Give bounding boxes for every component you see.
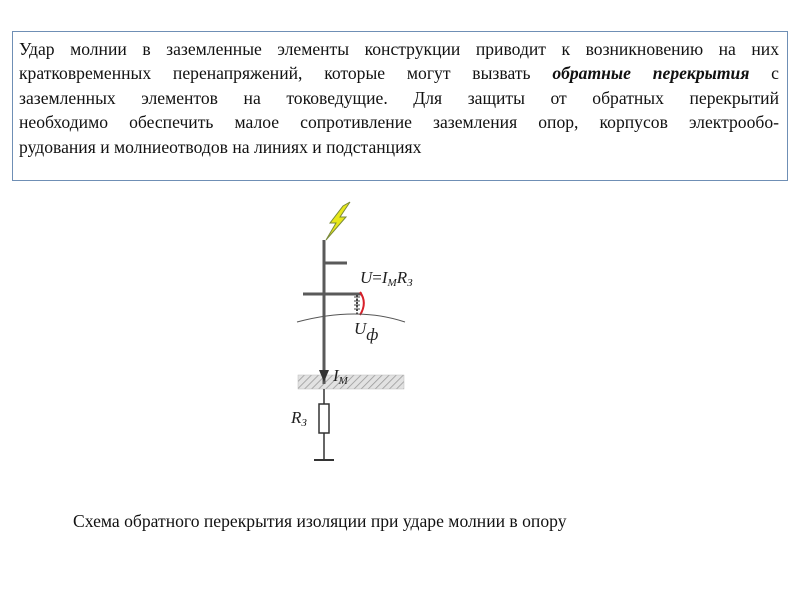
- phase-voltage-label: Uф: [354, 319, 379, 344]
- figure-caption: Схема обратного перекрытия изоляции при ударе молнии в опору: [73, 511, 567, 531]
- current-label: IМ: [333, 366, 348, 387]
- paragraph-line-3: заземленных элементов на токоведущие. Для защиты от обратных перекрытий: [19, 87, 779, 108]
- resistance-label: RЗ: [291, 408, 307, 429]
- voltage-formula: U=IМRЗ: [360, 268, 413, 289]
- paragraph-line-4: необходимо обеспечить малое сопротивление заземления опор, корпусов электрообо-: [19, 112, 779, 133]
- ground-surface: [298, 375, 404, 389]
- reverse-flashover-term: обратные перекрытия: [552, 63, 750, 84]
- paragraph-line-1: Удар молнии в заземленные элементы конструкции приводит к возникновению на них: [19, 39, 779, 59]
- paragraph-line-2-start: кратковременных перенапряжений, которые могут вызвать: [19, 63, 553, 84]
- lightning-bolt-icon: [326, 202, 350, 240]
- phase-conductor: [297, 314, 405, 322]
- paragraph-line-5: рудования и молниеотводов на линиях и подстанциях: [19, 136, 422, 157]
- grounding-resistor: [319, 404, 329, 433]
- paragraph-line-2-end: с: [749, 63, 779, 84]
